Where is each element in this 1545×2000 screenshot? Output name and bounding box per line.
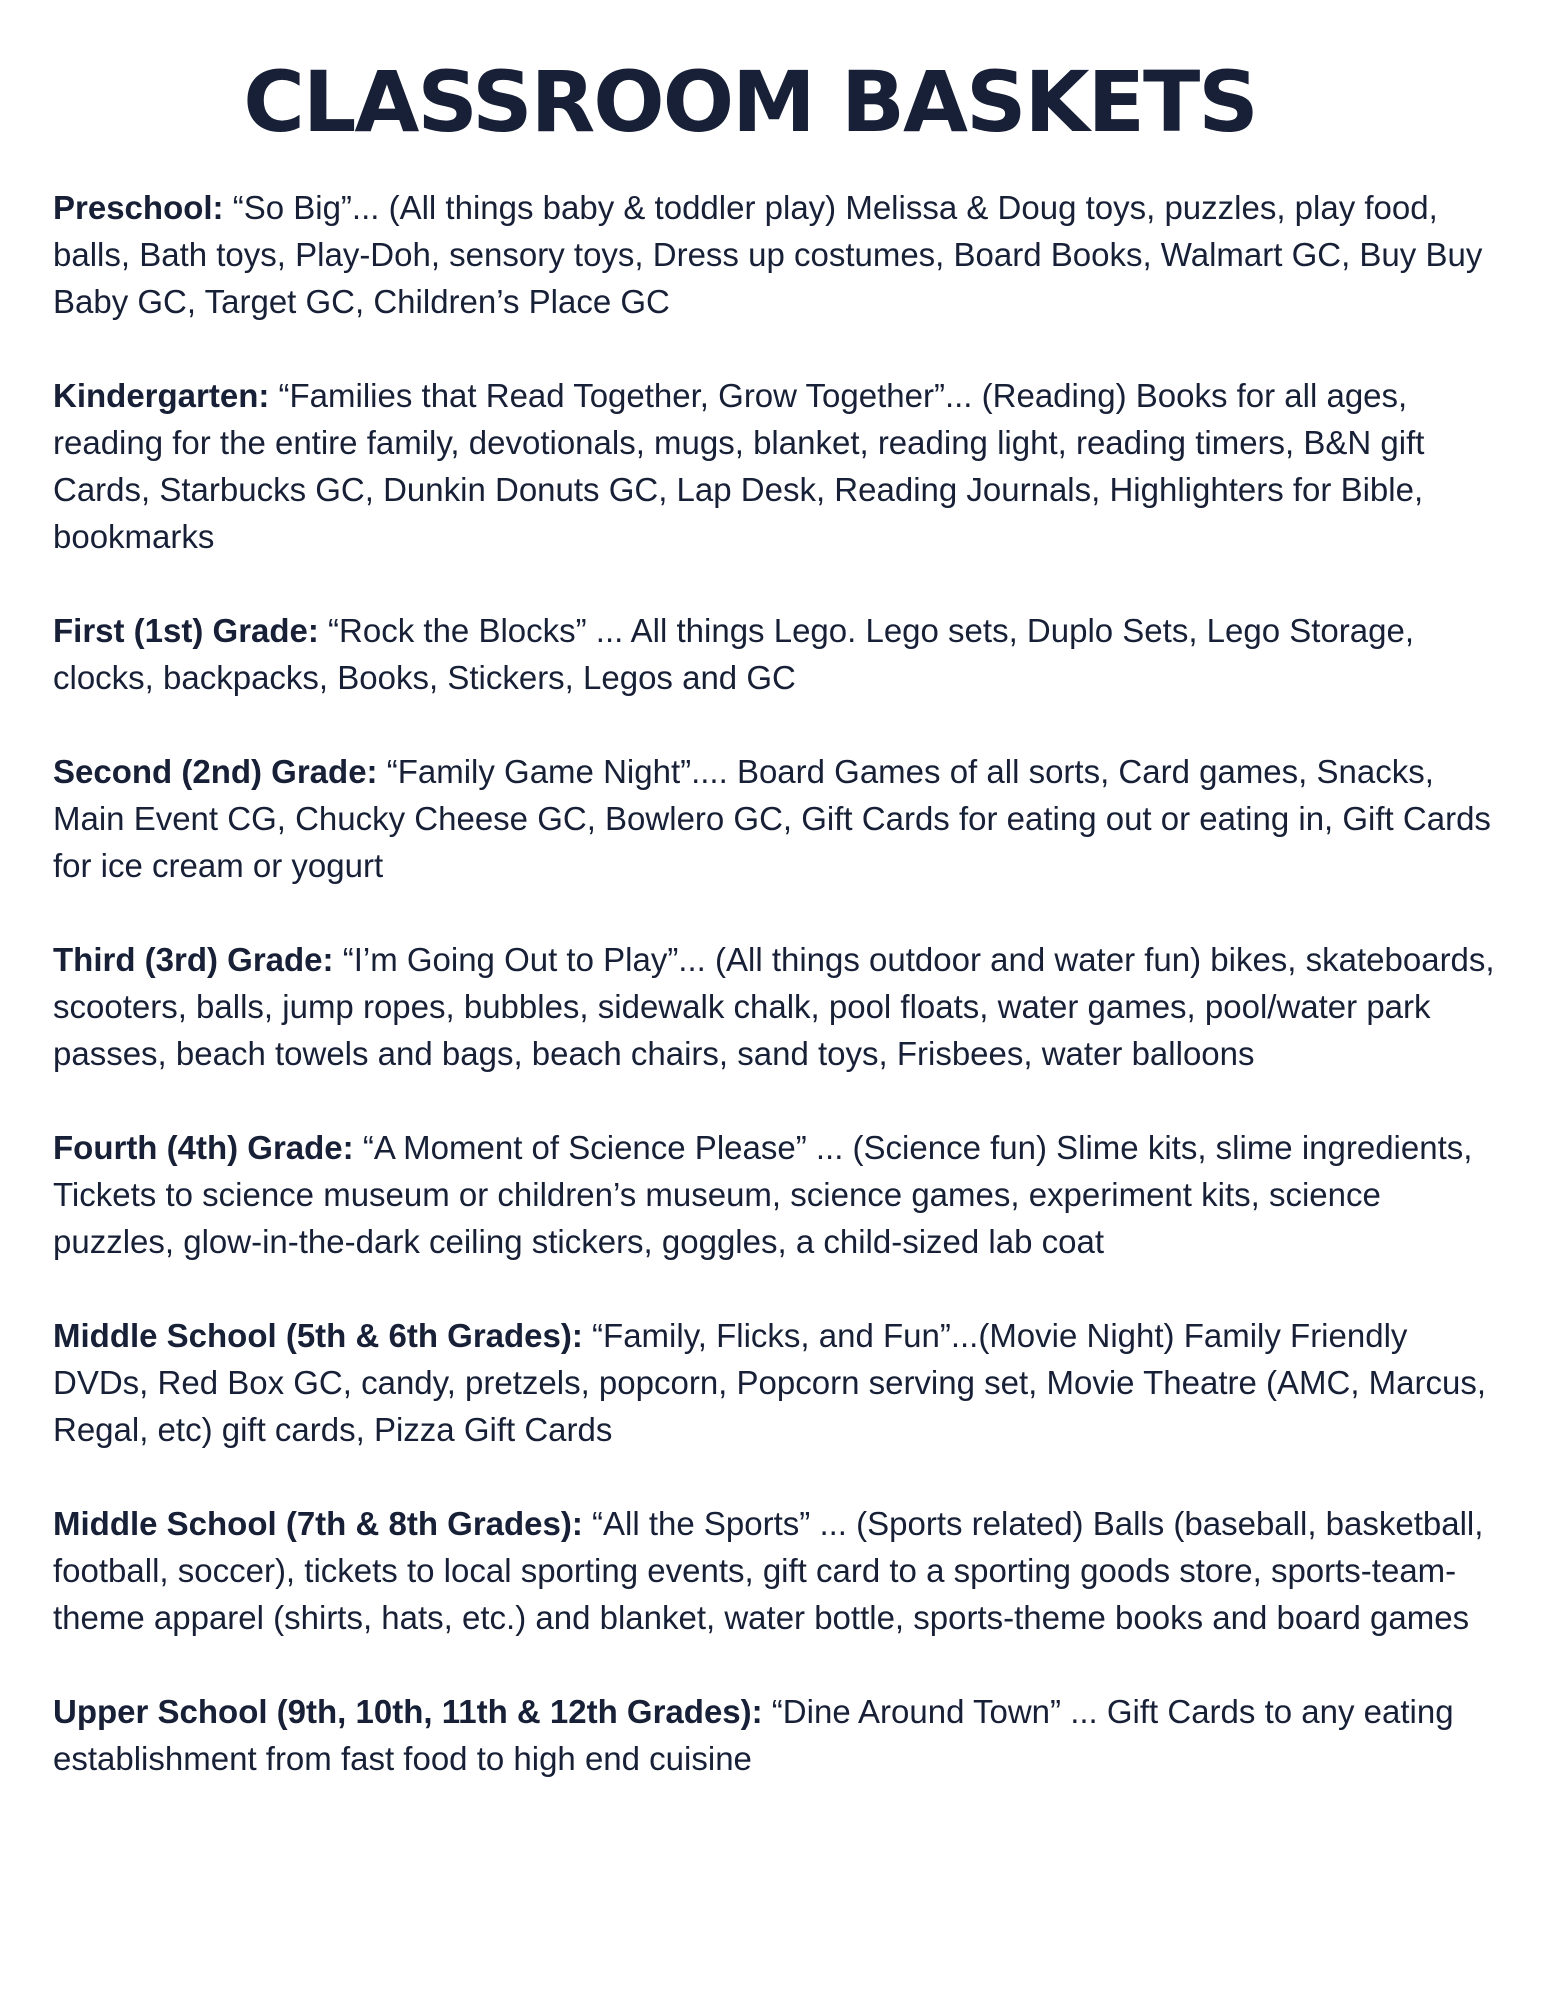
grade-label: Fourth (4th) Grade: xyxy=(53,1129,354,1166)
basket-upper-school xyxy=(53,1688,1503,1782)
grade-label: Third (3rd) Grade: xyxy=(53,941,334,978)
grade-label: Middle School (7th & 8th Grades): xyxy=(53,1505,583,1542)
grade-label: Upper School (9th, 10th, 11th & 12th Grades): xyxy=(53,1693,763,1730)
basket-description: “Dine Around Town” ... Gift Cards to any eating establishment from fast food to high end cuisine xyxy=(53,1693,1454,1777)
basket-description: “All the Sports” ... (Sports related) Balls (baseball, basketball, football, soccer), tickets to local sporting events, gift card to a sporting goods store, sports-team-theme apparel (shirts, hats, etc.) and blanket, water bottle, sports-theme books and board games xyxy=(53,1505,1484,1636)
page-title: CLASSROOM BASKETS xyxy=(243,53,1257,151)
basket-list xyxy=(53,184,1503,1829)
grade-label: First (1st) Grade: xyxy=(53,612,319,649)
basket-fourth-grade xyxy=(53,1124,1503,1265)
basket-description: “Family, Flicks, and Fun”...(Movie Night) Family Friendly DVDs, Red Box GC, candy, pretzels, popcorn, Popcorn serving set, Movie Theatre (AMC, Marcus, Regal, etc) gift cards, Pizza Gift Cards xyxy=(53,1317,1487,1448)
basket-preschool xyxy=(53,184,1503,325)
basket-middle-school-5-6 xyxy=(53,1312,1503,1453)
basket-kindergarten xyxy=(53,372,1503,560)
basket-description: “So Big”... (All things baby & toddler play) Melissa & Doug toys, puzzles, play food, balls, Bath toys, Play-Doh, sensory toys, Dress up costumes, Board Books, Walmart GC, Buy Buy Baby GC, Target GC, Children’s Place GC xyxy=(53,189,1483,320)
basket-description: “I’m Going Out to Play”... (All things outdoor and water fun) bikes, skateboards, scooters, balls, jump ropes, bubbles, sidewalk chalk, pool floats, water games, pool/water park passes, beach towels and bags, beach chairs, sand toys, Frisbees, water balloons xyxy=(53,941,1495,1072)
grade-label: Second (2nd) Grade: xyxy=(53,753,378,790)
basket-description: “A Moment of Science Please” ... (Science fun) Slime kits, slime ingredients, Tickets to science museum or children’s museum, science games, experiment kits, science puzzles, glow-in-the-dark ceiling stickers, goggles, a child-sized lab coat xyxy=(53,1129,1473,1260)
grade-label: Preschool: xyxy=(53,189,224,226)
basket-first-grade xyxy=(53,607,1503,701)
basket-description: “Rock the Blocks” ... All things Lego. Lego sets, Duplo Sets, Lego Storage, clocks, backpacks, Books, Stickers, Legos and GC xyxy=(53,612,1414,696)
basket-second-grade xyxy=(53,748,1503,889)
grade-label: Middle School (5th & 6th Grades): xyxy=(53,1317,583,1354)
basket-third-grade xyxy=(53,936,1503,1077)
grade-label: Kindergarten: xyxy=(53,377,270,414)
basket-description: “Families that Read Together, Grow Together”... (Reading) Books for all ages, reading for the entire family, devotionals, mugs, blanket, reading light, reading timers, B&N gift Cards, Starbucks GC, Dunkin Donuts GC, Lap Desk, Reading Journals, Highlighters for Bible, bookmarks xyxy=(53,377,1425,555)
basket-middle-school-7-8 xyxy=(53,1500,1503,1641)
basket-description: “Family Game Night”.... Board Games of all sorts, Card games, Snacks, Main Event CG, Chucky Cheese GC, Bowlero GC, Gift Cards for eating out or eating in, Gift Cards for ice cream or yogurt xyxy=(53,753,1491,884)
